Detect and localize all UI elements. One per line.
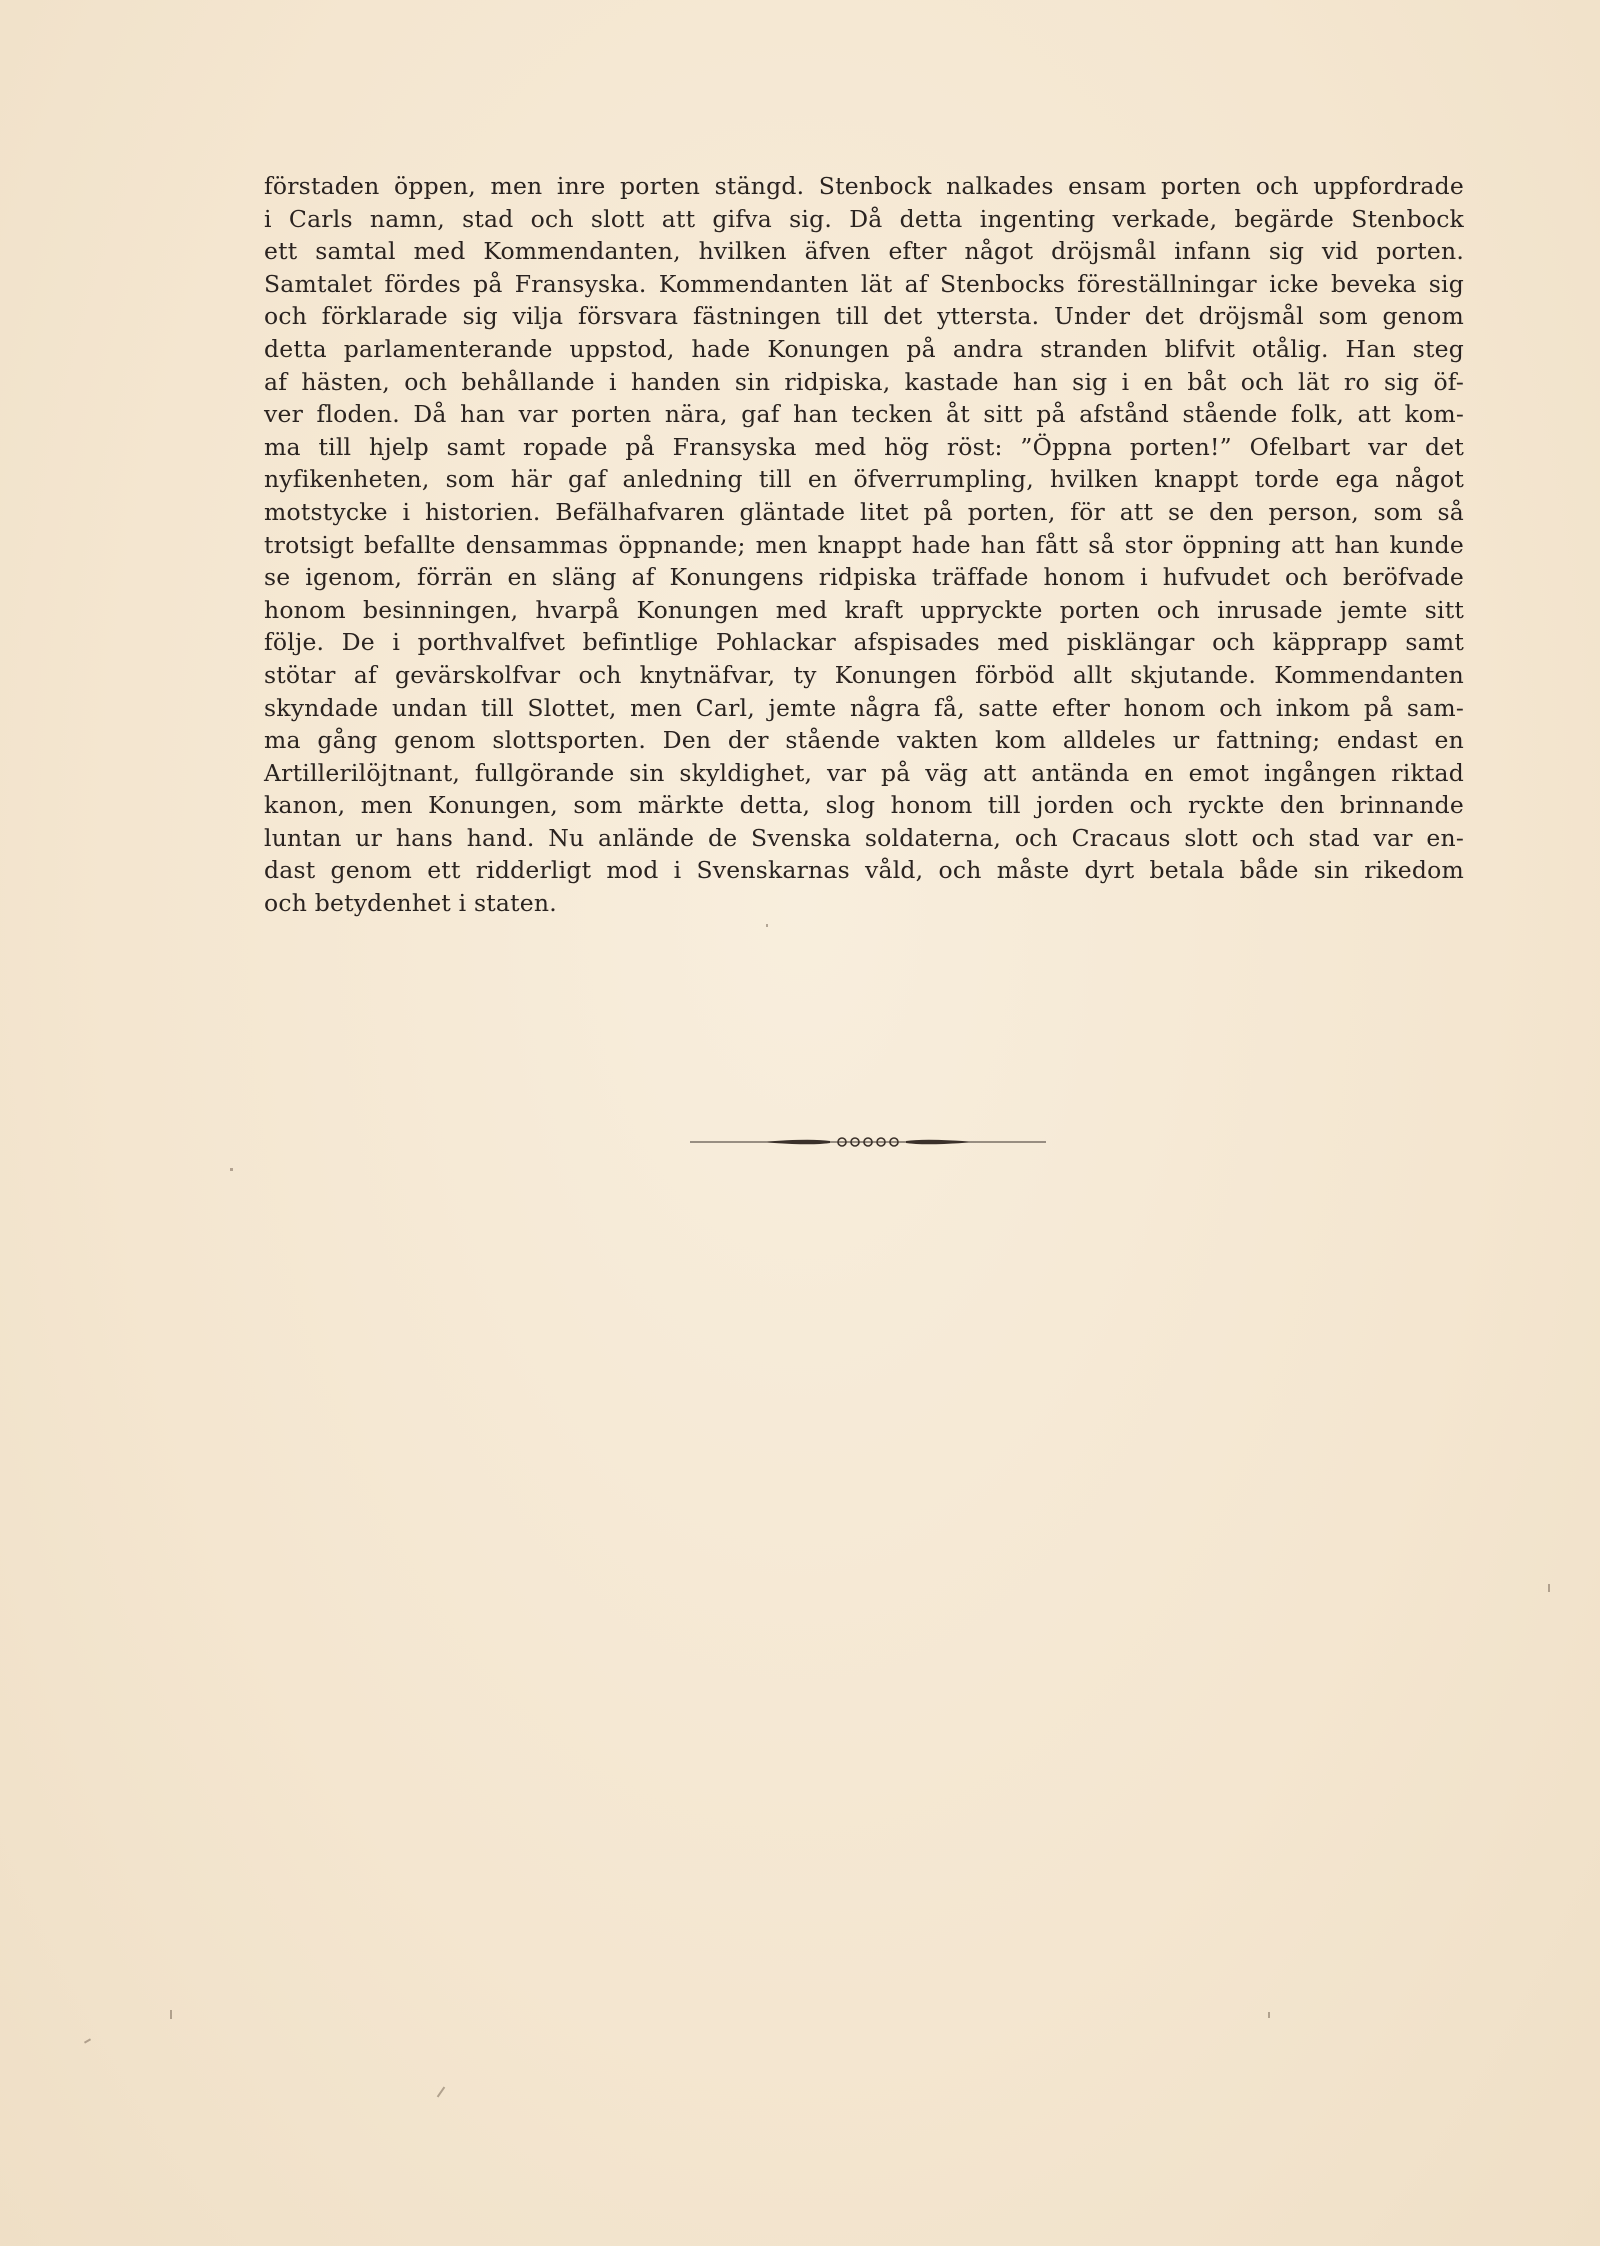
text-line: Artillerilöjtnant, fullgörande sin skyldighet, var på väg att antända en emot ingången riktad	[264, 758, 1464, 787]
paper-speck	[170, 2010, 172, 2019]
decorative-rule-icon	[690, 1132, 1046, 1152]
text-line: kanon, men Konungen, som märkte detta, slog honom till jorden och ryckte den brinnande	[264, 791, 1464, 820]
paper-speck	[230, 1168, 233, 1171]
text-line: och förklarade sig vilja försvara fästningen till det yttersta. Under det dröjsmål som genom	[264, 302, 1464, 331]
text-line: dast genom ett ridderligt mod i Svenskarnas våld, och måste dyrt betala både sin rikedom	[264, 856, 1464, 885]
text-line: ma gång genom slottsporten. Den der stående vakten kom alldeles ur fattning; endast en	[264, 726, 1464, 755]
text-line: Samtalet fördes på Fransyska. Kommendanten lät af Stenbocks föreställningar icke beveka sig	[264, 269, 1464, 298]
text-line: luntan ur hans hand. Nu anlände de Svenska soldaterna, och Cracaus slott och stad var en-	[264, 823, 1464, 852]
text-line: i Carls namn, stad och slott att gifva sig. Då detta ingenting verkade, begärde Stenbock	[264, 204, 1464, 233]
text-line: se igenom, förrän en släng af Konungens ridpiska träffade honom i hufvudet och beröfvade	[264, 563, 1464, 592]
text-line: ma till hjelp samt ropade på Fransyska med hög röst: ”Öppna porten!” Ofelbart var det	[264, 432, 1464, 461]
text-line: förstaden öppen, men inre porten stängd. Stenbock nalkades ensam porten och uppfordrade	[264, 172, 1464, 200]
text-line: följe. De i porthvalfvet befintlige Pohlackar afspisades med pisklängar och käpprapp samt	[264, 628, 1464, 657]
text-line: trotsigt befallte densammas öppnande; men knappt hade han fått så stor öppning att han kunde	[264, 530, 1464, 559]
paper-speck	[1268, 2012, 1270, 2018]
text-line-last: och betydenhet i staten.	[264, 889, 557, 918]
text-line: nyfikenheten, som här gaf anledning till en öfverrumpling, hvilken knappt torde ega något	[264, 465, 1464, 494]
text-line: stötar af gevärskolfvar och knytnäfvar, ty Konungen förböd allt skjutande. Kommendanten	[264, 660, 1464, 689]
text-line: skyndade undan till Slottet, men Carl, jemte några få, satte efter honom och inkom på sam-	[264, 693, 1464, 722]
paper-speck	[766, 924, 768, 927]
text-line: ett samtal med Kommendanten, hvilken äfven efter något dröjsmål infann sig vid porten.	[264, 237, 1464, 266]
text-line: ver floden. Då han var porten nära, gaf han tecken åt sitt på afstånd stående folk, att kom-	[264, 400, 1464, 429]
paper-speck	[437, 2087, 446, 2098]
text-line: detta parlamenterande uppstod, hade Konungen på andra stranden blifvit otålig. Han steg	[264, 334, 1464, 363]
text-line: honom besinningen, hvarpå Konungen med kraft uppryckte porten och inrusade jemte sitt	[264, 595, 1464, 624]
paper-speck	[84, 2038, 91, 2043]
text-line: af hästen, och behållande i handen sin ridpiska, kastade han sig i en båt och lät ro sig öf-	[264, 367, 1464, 396]
paper-speck	[1548, 1584, 1550, 1592]
body-text	[264, 170, 1464, 920]
text-line: motstycke i historien. Befälhafvaren gläntade litet på porten, för att se den person, som så	[264, 497, 1464, 526]
